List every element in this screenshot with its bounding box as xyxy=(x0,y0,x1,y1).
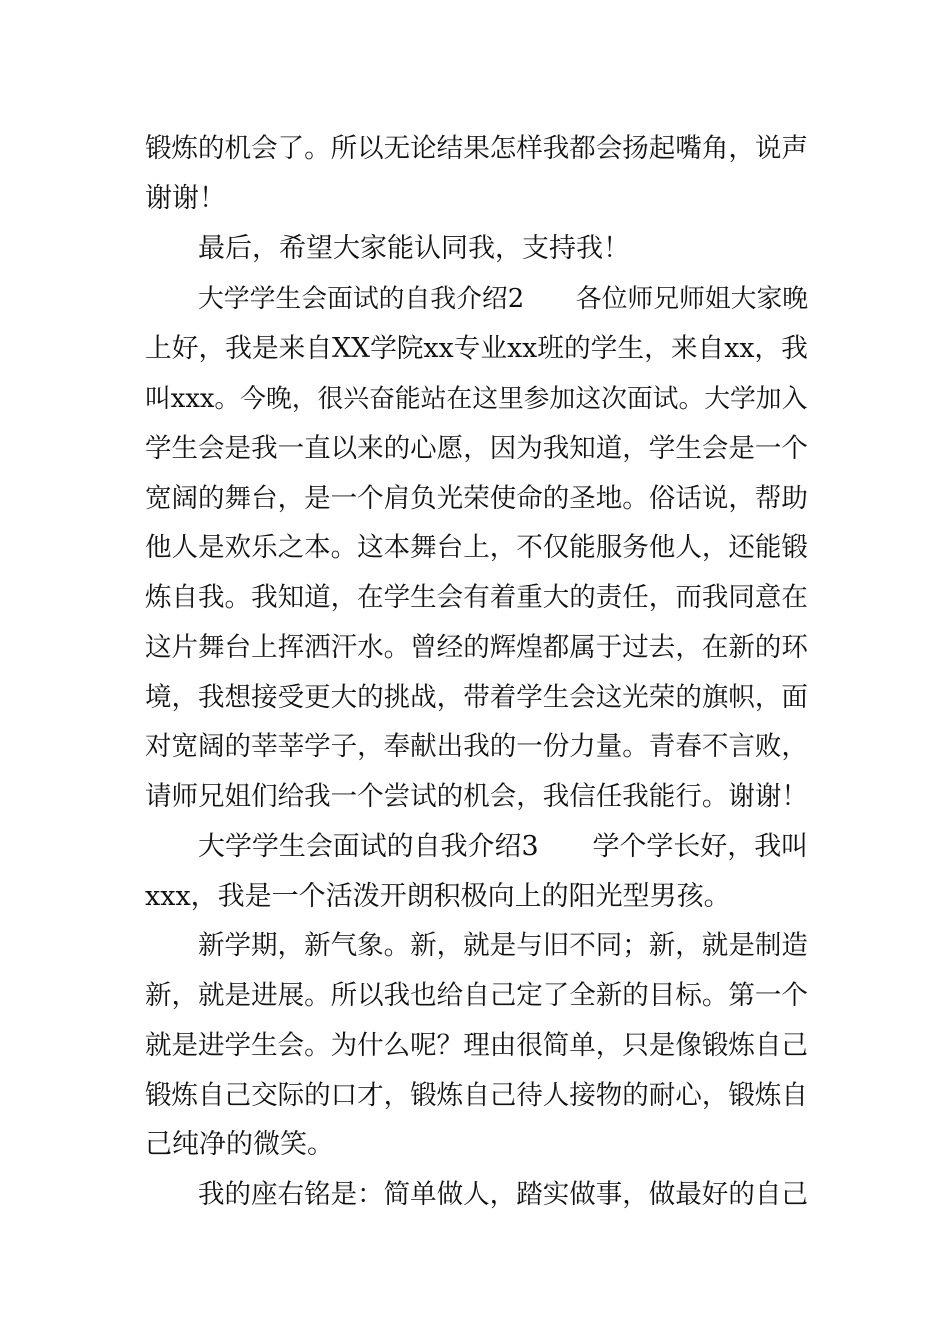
text-line: 就是进学生会。为什么呢？理由很简单，只是像锻炼自己 xyxy=(145,1030,808,1061)
text-line: 对宽阔的莘莘学子，奉献出我的一份力量。青春不言败， xyxy=(145,731,808,762)
text-line: 叫xxx。今晚，很兴奋能站在这里参加这次面试。大学加入 xyxy=(145,384,808,414)
text-line: 新学期，新气象。新，就是与旧不同；新，就是制造 xyxy=(198,930,808,961)
text-line: 学生会是我一直以来的心愿，因为我知道，学生会是一个 xyxy=(145,433,808,464)
text-line: 请师兄姐们给我一个尝试的机会，我信任我能行。谢谢！ xyxy=(145,781,808,812)
text-line: 锻炼的机会了。所以无论结果怎样我都会扬起嘴角，说声 xyxy=(145,133,808,164)
text-line: 新，就是进展。所以我也给自己定了全新的目标。第一个 xyxy=(145,980,808,1011)
text-line: 这片舞台上挥洒汗水。曾经的辉煌都属于过去，在新的环 xyxy=(145,632,808,663)
text-line: 谢谢！ xyxy=(145,183,226,214)
text-line: 上好，我是来自XX学院xx专业xx班的学生，来自xx，我 xyxy=(145,333,808,364)
text-line: 他人是欢乐之本。这本舞台上，不仅能服务他人，还能锻 xyxy=(145,532,808,563)
text-line: 己纯净的微笑。 xyxy=(145,1129,334,1160)
text-line: 锻炼自己交际的口才，锻炼自己待人接物的耐心，锻炼自 xyxy=(145,1080,808,1111)
text-line: xxx，我是一个活泼开朗积极向上的阳光型男孩。 xyxy=(145,881,731,912)
text-line: 最后，希望大家能认同我，支持我！ xyxy=(198,233,630,264)
text-line: 炼自我。我知道，在学生会有着重大的责任，而我同意在 xyxy=(145,582,808,613)
text-line: 宽阔的舞台，是一个肩负光荣使命的圣地。俗话说，帮助 xyxy=(145,483,808,514)
section-heading-line: 大学学生会面试的自我介绍3 学个学长好，我叫 xyxy=(198,831,809,862)
text-line: 我的座右铭是：简单做人，踏实做事，做最好的自己 xyxy=(198,1179,808,1210)
section-heading-line: 大学学生会面试的自我介绍2 各位师兄师姐大家晚 xyxy=(198,284,809,314)
text-line: 境，我想接受更大的挑战，带着学生会这光荣的旗帜，面 xyxy=(145,682,808,713)
